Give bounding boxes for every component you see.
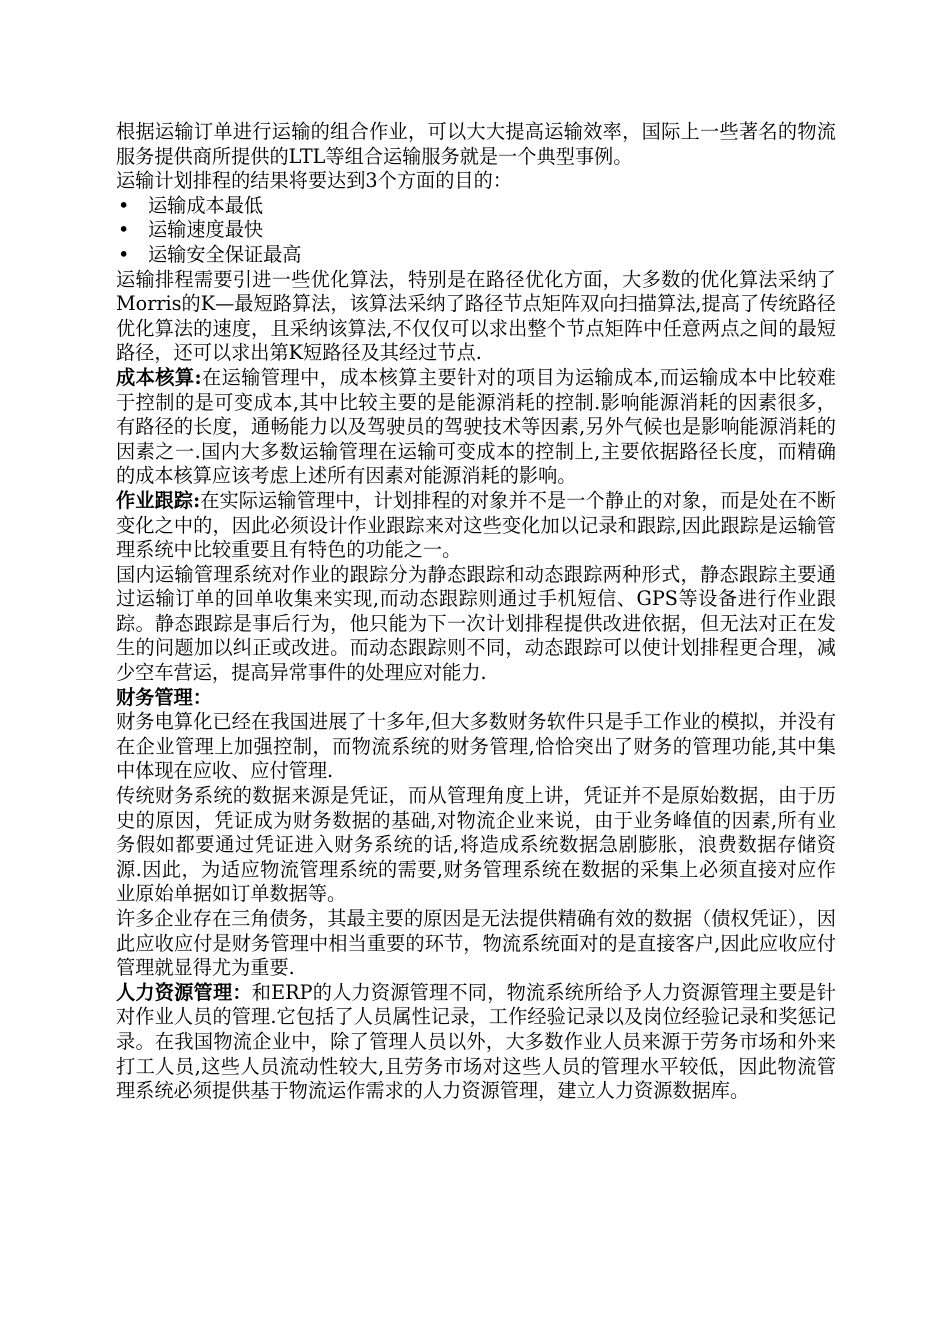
paragraph-route-optimization: 运输排程需要引进一些优化算法，特别是在路径优化方面，大多数的优化算法采纳了Morris的K—最短路算法，该算法采纳了路径节点矩阵双向扫描算法,提高了传统路径优化算法的速度，且采纳该算法,不仅仅可以求出整个节点矩阵中任意两点之间的最短路径，还可以求出第K短路径及其经过节点. [116,267,836,365]
section-heading-cost: 成本核算: [116,365,202,389]
paragraph-finance-2: 传统财务系统的数据来源是凭证，而从管理角度上讲，凭证并不是原始数据，由于历史的原因，凭证成为财务数据的基础,对物流企业来说，由于业务峰值的因素,所有业务假如都要通过凭证进入财务系统的话,将造成系统数据急剧膨胀，浪费数据存储资源.因此，为适应物流管理系统的需要,财务管理系统在数据的采集上必须直接对应作业原始单据如订单数据等。 [116,784,836,906]
bullet-icon: • [118,242,130,266]
paragraph-finance-1: 财务电算化已经在我国进展了十多年,但大多数财务软件只是手工作业的模拟，并没有在企业管理上加强控制，而物流系统的财务管理,恰恰突出了财务的管理功能,其中集中体现在应收、应付管理. [116,710,836,783]
section-text-hr: 和ERP的人力资源管理不同，物流系统所给予人力资源管理主要是针对作业人员的管理.它包括了人员属性记录，工作经验记录以及岗位经验记录和奖惩记录。在我国物流企业中，除了管理人员以外，大多数作业人员来源于劳务市场和外来打工人员,这些人员流动性较大,且劳务市场对这些人员的管理水平较低，因此物流管理系统必须提供基于物流运作需求的人力资源管理，建立人力资源数据库。 [116,980,836,1103]
section-tracking [116,489,836,563]
section-heading-hr: 人力资源管理： [116,980,252,1004]
paragraph-scheduling-goals: 运输计划排程的结果将要达到3个方面的目的： [116,169,512,193]
document-page [116,120,836,1104]
paragraph-combined-transport: 根据运输订单进行运输的组合作业，可以大大提高运输效率，国际上一些著名的物流服务提供商所提供的LTL等组合运输服务就是一个典型事例。 [116,120,836,168]
section-text-cost: 在运输管理中，成本核算主要针对的项目为运输成本,而运输成本中比较难于控制的是可变成本,其中比较主要的是能源消耗的控制.影响能源消耗的因素很多，有路径的长度，通畅能力以及驾驶员的驾驶技术等因素,另外气候也是影响能源消耗的因素之一.国内大多数运输管理在运输可变成本的控制上,主要依据路径长度，而精确的成本核算应该考虑上述所有因素对能源消耗的影响。 [116,365,836,488]
list-item [116,218,836,243]
paragraph-tracking-forms: 国内运输管理系统对作业的跟踪分为静态跟踪和动态跟踪两种形式，静态跟踪主要通过运输订单的回单收集来实现,而动态跟踪则通过手机短信、GPS等设备进行作业跟踪。静态跟踪是事后行为，他只能为下一次计划排程提供改进依据，但无法对正在发生的问题加以纠正或改进。而动态跟踪则不同，动态跟踪可以使计划排程更合理，减少空车营运，提高异常事件的处理应对能力. [116,562,836,685]
bullet-icon: • [118,218,130,242]
list-item-text: 运输速度最快 [148,218,264,242]
section-hr [116,981,836,1104]
list-item [116,194,836,219]
paragraph-finance-3: 许多企业存在三角债务，其最主要的原因是无法提供精确有效的数据（债权凭证），因此应收应付是财务管理中相当重要的环节，物流系统面对的是直接客户,因此应收应付管理就显得尤为重要. [116,907,836,980]
section-heading-finance: 财务管理： [116,685,212,709]
list-item-text: 运输成本最低 [148,193,264,217]
section-cost [116,366,836,489]
list-item [116,243,836,268]
list-item-text: 运输安全保证最高 [148,242,302,266]
section-heading-tracking: 作业跟踪: [116,488,201,512]
section-text-tracking: 在实际运输管理中，计划排程的对象并不是一个静止的对象，而是处在不断变化之中的，因此必须设计作业跟踪来对这些变化加以记录和跟踪,因此跟踪是运输管理系统中比较重要且有特色的功能之一。 [116,488,836,562]
bullet-icon: • [118,193,130,217]
